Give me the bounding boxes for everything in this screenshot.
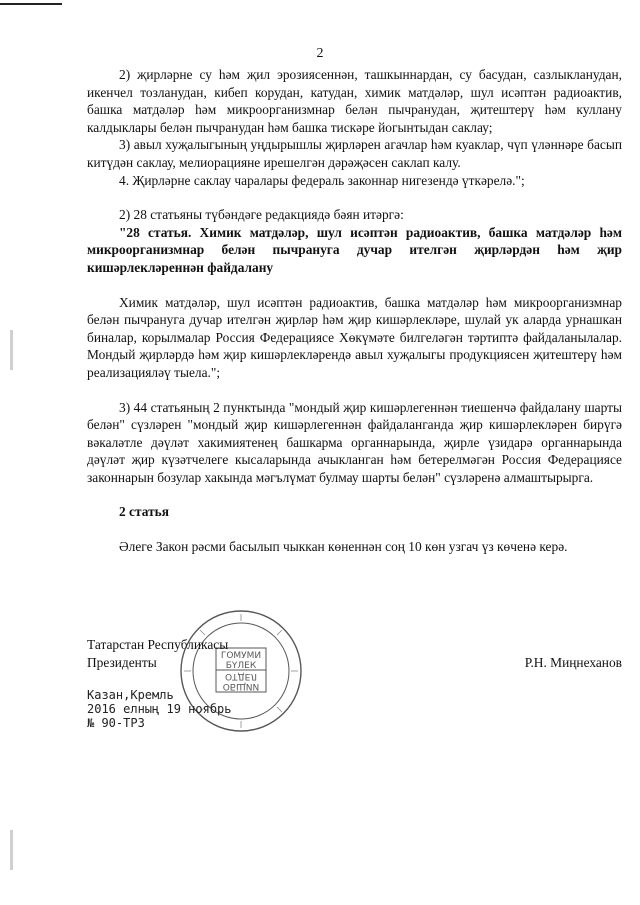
- scan-margin-mark: [10, 830, 13, 870]
- article-2-body: Әлеге Закон рәсми басылып чыккан көненнән соң 10 көн узгач үз көченә керә.: [119, 539, 568, 555]
- document-footer: [87, 688, 232, 730]
- article-28-title: "28 статья. Химик матдәләр, шул исәптән радиоактив, башка матдәләр һәм микроорганизмнар белән пычрануга дучар ителгән җирләрдән һәм җир кишәрлекләреннән файдалану: [87, 224, 622, 275]
- paragraph-item-2: 2) җирләрне су һәм җил эрозиясеннән, ташкыннардан, су басудан, сазлыкланудан, икенчел тозланудан, кибеп корудан, катудан, химик матдәләр, шул исәптән радиоактив, башка матдәләр һәм микроорганизмнар белән пычранудан, җитештерү һәм куллану калдыклары белән пычранудан һәм башка тискәре йогынтыдан саклау;: [87, 67, 622, 135]
- signatory-title-line2: Президенты: [87, 654, 157, 670]
- stamp-text-2: БҮЛЕК: [225, 661, 257, 671]
- document-body: [87, 66, 622, 556]
- paragraph-point-4: 4. Җирләрне саклау чаралары федераль законнар нигезендә үткәрелә.";: [119, 172, 525, 188]
- stamp-text-1: ГОМУМИ: [220, 651, 262, 661]
- footer-place: Казан,Кремль: [87, 688, 174, 702]
- footer-number: № 90-ТРЗ: [87, 716, 145, 730]
- corner-rule: [0, 3, 62, 5]
- signatory-title-line1: Татарстан Республикасы: [87, 637, 229, 652]
- signature-block: [87, 636, 622, 676]
- signatory-name: Р.Н. Миңнеханов: [524, 655, 622, 670]
- article-2-heading: 2 статья: [119, 504, 169, 520]
- footer-date: 2016 елның 19 ноябрь: [87, 702, 232, 716]
- scan-margin-mark: [10, 330, 13, 370]
- paragraph-item-3: 3) авыл хуҗалыгының уңдырышлы җирләрен агачлар һәм куаклар, чүп үләннәре басып китүдән саклау, мелиорацияне ирешелгән дәрәҗәсен саклап калу.: [87, 137, 622, 170]
- stamp-text-3: ОТДЕЛ: [224, 671, 258, 681]
- page-number: 2: [316, 46, 324, 61]
- stamp-text-4: ОБЩИЙ: [222, 681, 260, 691]
- paragraph-amendment-28: 2) 28 статьяны түбәндәге редакциядә бәян итәргә:: [119, 207, 404, 223]
- paragraph-amendment-44: 3) 44 статьяның 2 пунктында "мондый җир кишәрлегеннән тиешенчә файдалану шарты белән" сүзләрен "мондый җир кишәрлегеннән файдаланганда җир кишәрлекләрен бирүгә вәкаләтле дәүләт хакимиятенең башкарма органнарында, җирле үзидарә органнарында дәүләт җир күзәтчелеге кысаларында ачыкланган һәм бетерелмәгән Россия Федерациясе законнарын бозулар хакында мәгълүмат булмау шарты белән" сүзләренә алмаштырырга.: [87, 399, 622, 485]
- article-28-body: Химик матдәләр, шул исәптән радиоактив, башка матдәләр һәм микроорганизмнар белән пычрануга дучар ителгән җирләр һәм җир кишәрлекләре, шулай ук аларда урнашкан биналар, корылмалар Россия Федерациясе Хөкүмәте билгеләгән тәртиптә файдаланылалар. Мондый җирләрдә һәм җир кишәрлекләрендә авыл хуҗалыгы продукциясен җитештерү һәм реализацияләү тыела.";: [87, 294, 622, 380]
